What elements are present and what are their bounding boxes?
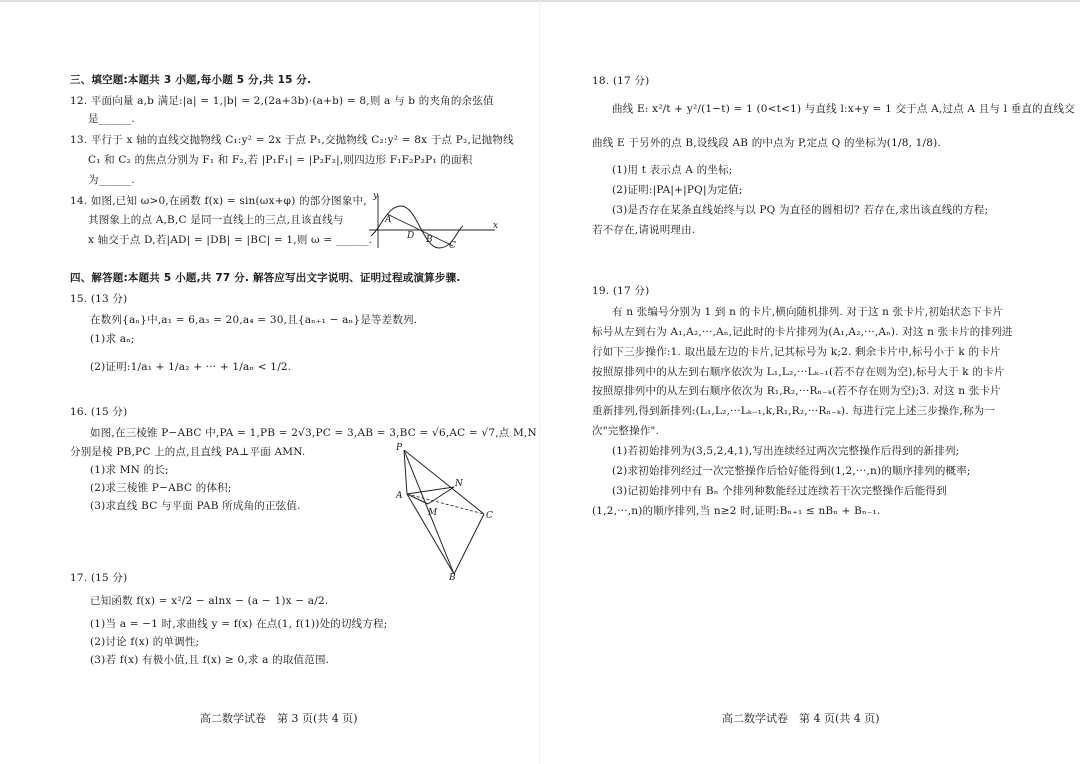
question-19-stem-2: 标号从左到右为 A₁,A₂,···,Aₙ,记此时的卡片排列为(A₁,A₂,···,Aₙ). 对这 n 张卡片的排列进 — [592, 326, 1013, 338]
question-19-stem-4: 按照原排列中的从左到右顺序依次为 L₁,L₂,···Lₖ₋₁(若不存在则为空),标号大于 k 的卡片 — [592, 366, 1005, 378]
question-18-part-3-line-1: (3)是否存在某条直线始终与以 PQ 为直径的圆相切? 若存在,求出该直线的方程; — [612, 204, 989, 216]
edge-ac — [407, 494, 484, 514]
fig14-label-d: D — [407, 231, 415, 241]
question-14-line-3: x 轴交于点 D,若|AD| = |DB| = |BC| = 1,则 ω = ______. — [88, 234, 373, 246]
question-19-part-1: (1)若初始排列为(3,5,2,4,1),写出连续经过两次完整操作后得到的新排列; — [612, 445, 960, 457]
segment-mn — [428, 487, 454, 504]
left-page-footer: 高二数学试卷 第 3 页(共 4 页) — [200, 712, 358, 725]
question-15-part-1: (1)求 aₙ; — [90, 333, 135, 345]
fig16-label-m: M — [428, 508, 438, 518]
question-19-stem-5: 按照原排列中的从左到右顺序依次为 R₁,R₂,···Rₙ₋ₖ(若不存在则为空);3. 对这 n 张卡片 — [592, 385, 1001, 397]
section-fill-in-heading: 三、填空题:本题共 3 小题,每小题 5 分,共 15 分. — [70, 74, 312, 86]
question-12-line-1: 12. 平面向量 a,b 满足:|a| = 1,|b| = 2,(2a+3b)·(a+b) = 8,则 a 与 b 的夹角的余弦值 — [70, 95, 494, 107]
fig16-label-c: C — [486, 511, 493, 521]
fig16-label-n: N — [455, 479, 463, 489]
question-16-header: 16. (15 分) — [70, 406, 128, 418]
right-page — [540, 0, 1080, 764]
pyramid-figure — [390, 440, 500, 580]
fig16-label-p: P — [396, 443, 403, 453]
question-15-part-2: (2)证明:1/a₁ + 1/a₂ + ··· + 1/aₙ < 1/2. — [90, 361, 292, 373]
question-19-stem-1: 有 n 张编号分别为 1 到 n 的卡片,横向随机排列. 对于这 n 张卡片,初始状态下卡片 — [612, 306, 1004, 318]
question-19-part-3-line-2: (1,2,···,n)的顺序排列,当 n≥2 时,证明:Bₙ₊₁ ≤ nBₙ + Bₙ₋₁. — [592, 505, 881, 517]
question-19-part-3-line-1: (3)记初始排列中有 Bₙ 个排列种数能经过连续若干次完整操作后能得到 — [612, 485, 947, 497]
question-16-part-1: (1)求 MN 的长; — [90, 464, 169, 476]
question-17-part-3: (3)若 f(x) 有极小值,且 f(x) ≥ 0,求 a 的取值范围. — [90, 654, 330, 666]
question-12-line-2: 是______. — [88, 113, 135, 125]
question-16-stem-1: 如图,在三棱锥 P−ABC 中,PA = 1,PB = 2√3,PC = 3,AB = 3,BC = √6,AC = √7,点 M,N — [90, 427, 537, 439]
fig14-label-b: B — [426, 235, 433, 245]
edge-cb — [454, 514, 484, 574]
question-13-line-2: C₁ 和 C₂ 的焦点分别为 F₁ 和 F₂,若 |P₁F₁| = |P₂F₂|,则四边形 F₁F₂P₂P₁ 的面积 — [88, 154, 473, 166]
section-answer-heading: 四、解答题:本题共 5 小题,共 77 分. 解答应写出文字说明、证明过程或演算步骤. — [70, 272, 461, 284]
question-13-line-3: 为______. — [88, 174, 135, 186]
right-page-footer: 高二数学试卷 第 4 页(共 4 页) — [722, 712, 880, 725]
edge-ab — [407, 494, 454, 574]
question-19-stem-6: 重新排列,得到新排列:(L₁,L₂,···Lₖ₋₁,k,R₁,R₂,···Rₙ₋ₖ). 每进行完上述三步操作,称为一 — [592, 405, 996, 417]
question-15-stem: 在数列{aₙ}中,a₁ = 6,a₃ = 20,a₄ = 30,且{aₙ₊₁ − aₙ}是等差数列. — [90, 314, 418, 326]
question-18-part-3-line-2: 若不存在,请说明理由. — [592, 224, 696, 236]
question-14-line-2: 其图象上的点 A,B,C 是同一直线上的三点,且该直线与 — [88, 214, 344, 226]
fig16-label-b: B — [449, 573, 456, 580]
fig14-label-y: y — [373, 191, 379, 201]
question-19-header: 19. (17 分) — [592, 285, 650, 297]
question-15-header: 15. (13 分) — [70, 293, 128, 305]
fig14-label-c: C — [449, 241, 456, 251]
question-16-part-2: (2)求三棱锥 P−ABC 的体积; — [90, 482, 232, 494]
fig14-label-x: x — [493, 221, 499, 231]
segment-an — [407, 487, 454, 494]
question-17-part-1: (1)当 a = −1 时,求曲线 y = f(x) 在点(1, f(1))处的切线方程; — [90, 618, 388, 630]
sine-graph-figure — [365, 190, 500, 252]
question-19-stem-7: 次"完整操作". — [592, 425, 660, 437]
question-18-part-1: (1)用 t 表示点 A 的坐标; — [612, 164, 733, 176]
fig16-label-a: A — [396, 491, 403, 501]
question-19-stem-3: 行如下三步操作:1. 取出最左边的卡片,记其标号为 k;2. 剩余卡片中,标号小于 k 的卡片 — [592, 346, 1001, 358]
question-19-part-2: (2)求初始排列经过一次完整操作后恰好能得到(1,2,···,n)的顺序排列的概率; — [612, 465, 971, 477]
question-17-stem: 已知函数 f(x) = x²/2 − alnx − (a − 1)x − a/2. — [90, 595, 329, 607]
question-18-header: 18. (17 分) — [592, 75, 650, 87]
edge-pc — [404, 450, 484, 514]
question-16-stem-2: 分别是棱 PB,PC 上的点,且直线 PA⊥平面 AMN. — [70, 446, 306, 458]
question-13-line-1: 13. 平行于 x 轴的直线交抛物线 C₁:y² = 2x 于点 P₁,交抛物线 C₂:y² = 8x 于点 P₂,记抛物线 — [70, 134, 514, 146]
question-18-stem-2: 曲线 E 于另外的点 B,设线段 AB 的中点为 P,定点 Q 的坐标为(1/8, 1/8). — [592, 137, 942, 149]
question-17-header: 17. (15 分) — [70, 572, 128, 584]
fig14-label-a: A — [385, 215, 392, 225]
question-16-part-3: (3)求直线 BC 与平面 PAB 所成角的正弦值. — [90, 500, 301, 512]
question-17-part-2: (2)讨论 f(x) 的单调性; — [90, 636, 200, 648]
question-18-stem-1: 曲线 E: x²/t + y²/(1−t) = 1 (0<t<1) 与直线 l:x+y = 1 交于点 A,过点 A 且与 l 垂直的直线交 — [612, 103, 1075, 115]
question-14-line-1: 14. 如图,已知 ω>0,在函数 f(x) = sin(ωx+φ) 的部分图象中, — [70, 195, 367, 207]
question-18-part-2: (2)证明:|PA|+|PQ|为定值; — [612, 184, 743, 196]
